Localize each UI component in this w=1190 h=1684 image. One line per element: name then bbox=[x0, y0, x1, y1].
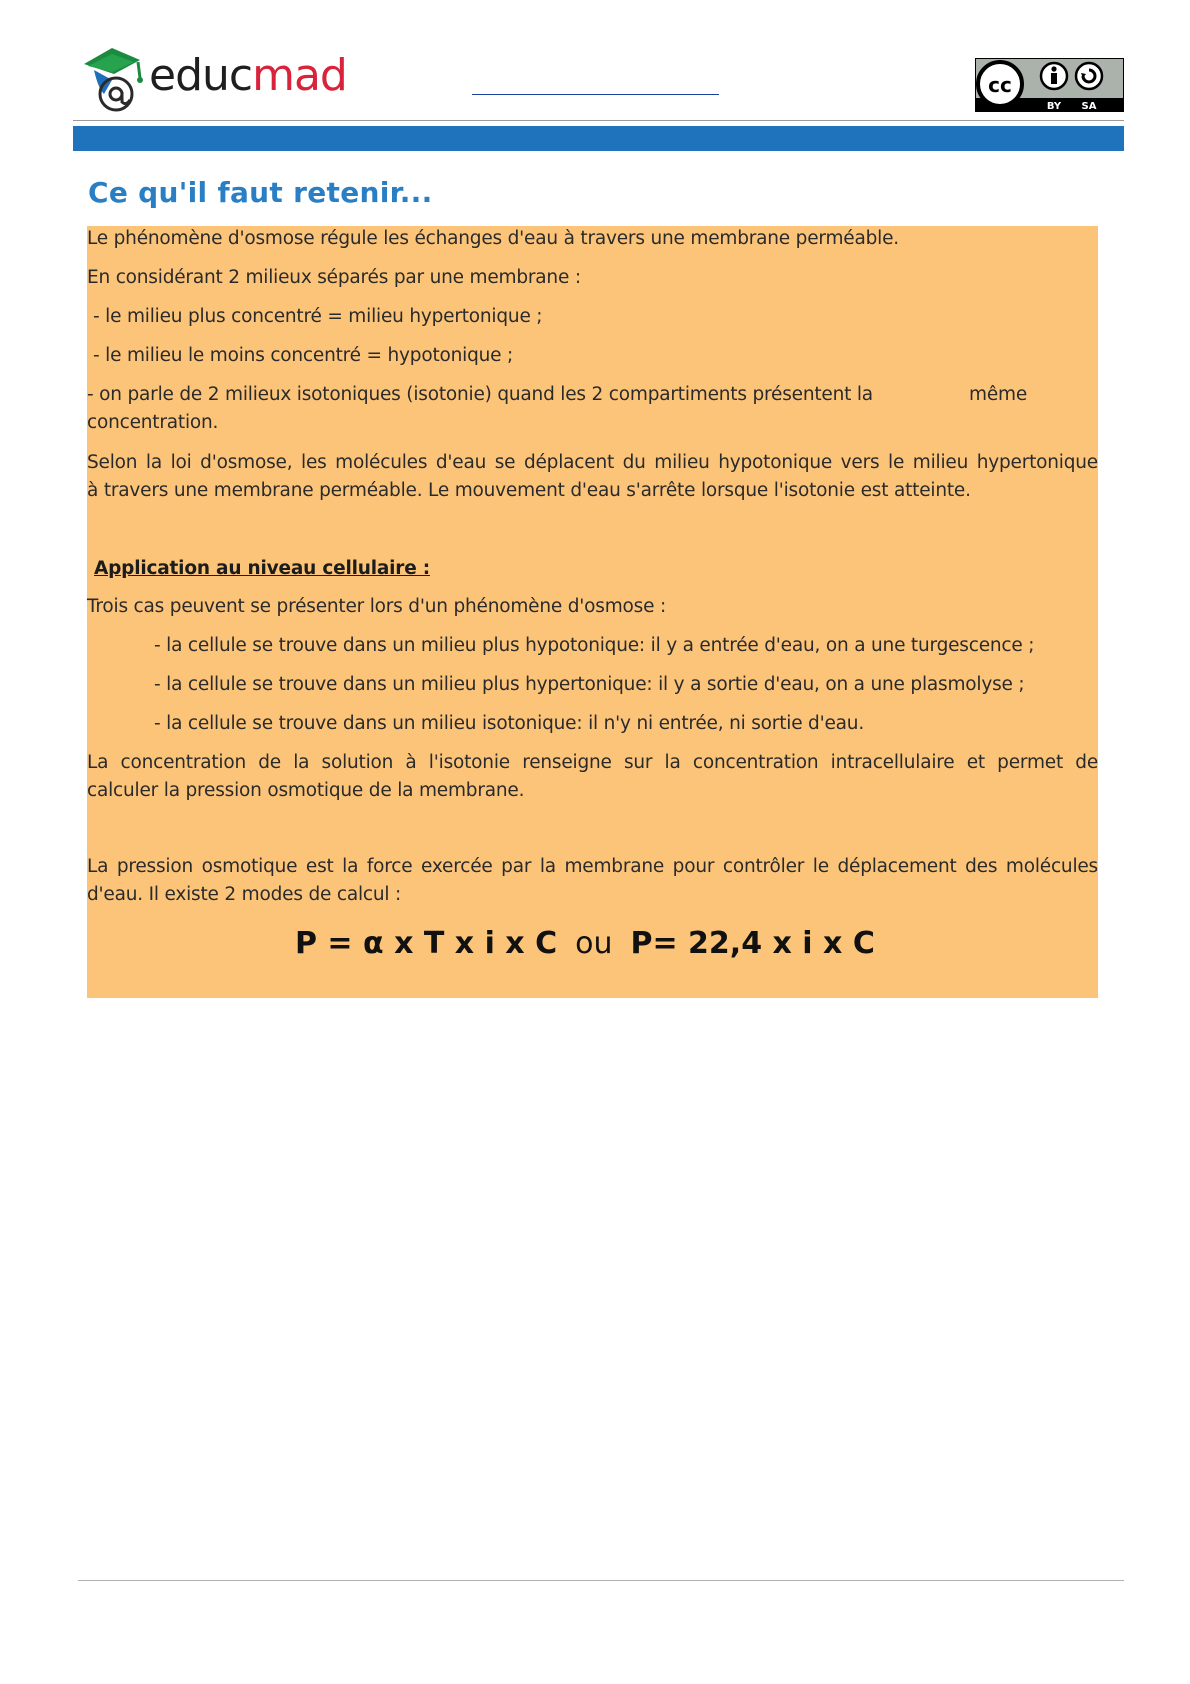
logo-mad: mad bbox=[252, 50, 347, 101]
by-label: BY bbox=[1046, 101, 1062, 112]
case-item-plasmolysis: - la cellule se trouve dans un milieu plus hypertonique: il y a sortie d'eau, on a une plasmolyse ; bbox=[154, 674, 1025, 695]
paragraph-osmosis-definition: Le phénomène d'osmose régule les échanges d'eau à travers une membrane perméable. bbox=[87, 228, 899, 249]
page-header bbox=[0, 0, 1190, 155]
list-item-hypertonic: - le milieu plus concentré = milieu hypertonique ; bbox=[93, 306, 543, 327]
list-item-hypotonic: - le milieu le moins concentré = hypotonique ; bbox=[93, 345, 514, 366]
paragraph-three-cases: Trois cas peuvent se présenter lors d'un phénomène d'osmose : bbox=[87, 596, 667, 617]
formula-or: ou bbox=[575, 926, 613, 961]
paragraph-osmosis-law-line2: à travers une membrane perméable. Le mouvement d'eau s'arrête lorsque l'isotonie est atteinte. bbox=[87, 480, 971, 501]
isotonic-word-meme: même bbox=[969, 384, 1028, 405]
paragraph-osmosis-law-line1: Selon la loi d'osmose, les molécules d'eau se déplacent du milieu hypotonique vers le milieu hypertonique bbox=[87, 452, 1098, 473]
header-divider bbox=[73, 120, 1124, 121]
isotonic-line1-text: - on parle de 2 milieux isotoniques (isotonie) quand les 2 compartiments présentent la bbox=[87, 384, 873, 405]
section-title: Ce qu'il faut retenir... bbox=[88, 176, 433, 209]
application-heading: Application au niveau cellulaire : bbox=[94, 558, 430, 579]
paragraph-osmotic-pressure-line1: La pression osmotique est la force exercée par la membrane pour contrôler le déplacement des molécules bbox=[87, 856, 1098, 877]
list-item-isotonic-line2: concentration. bbox=[87, 412, 219, 433]
case-item-isotonic: - la cellule se trouve dans un milieu isotonique: il n'y ni entrée, ni sortie d'eau. bbox=[154, 713, 865, 734]
list-item-isotonic-line1 bbox=[87, 384, 1098, 405]
osmotic-pressure-formulas bbox=[295, 926, 875, 961]
cc-badge-text: cc bbox=[988, 73, 1012, 97]
logo-educ: educ bbox=[149, 50, 253, 101]
logo-wordmark bbox=[149, 50, 347, 101]
summary-box bbox=[87, 226, 1098, 998]
educmad-logo[interactable] bbox=[82, 44, 347, 116]
formula-alpha: P = α x T x i x C bbox=[295, 926, 558, 961]
graduation-cap-at-icon bbox=[82, 44, 148, 116]
blue-banner-bar bbox=[73, 126, 1124, 151]
case-item-turgescence: - la cellule se trouve dans un milieu plus hypotonique: il y a entrée d'eau, on a une turgescence ; bbox=[154, 635, 1035, 656]
header-link-underline[interactable] bbox=[472, 94, 719, 95]
cc-by-sa-license-icon[interactable] bbox=[975, 58, 1124, 112]
paragraph-osmotic-pressure-line2: d'eau. Il existe 2 modes de calcul : bbox=[87, 884, 402, 905]
paragraph-isotonic-concentration-line1: La concentration de la solution à l'isotonie renseigne sur la concentration intracellulaire et permet de bbox=[87, 752, 1098, 773]
sa-label: SA bbox=[1081, 101, 1097, 112]
paragraph-two-media: En considérant 2 milieux séparés par une membrane : bbox=[87, 267, 581, 288]
paragraph-isotonic-concentration-line2: calculer la pression osmotique de la membrane. bbox=[87, 780, 525, 801]
footer-divider bbox=[78, 1580, 1124, 1581]
formula-22-4: P= 22,4 x i x C bbox=[630, 926, 875, 961]
